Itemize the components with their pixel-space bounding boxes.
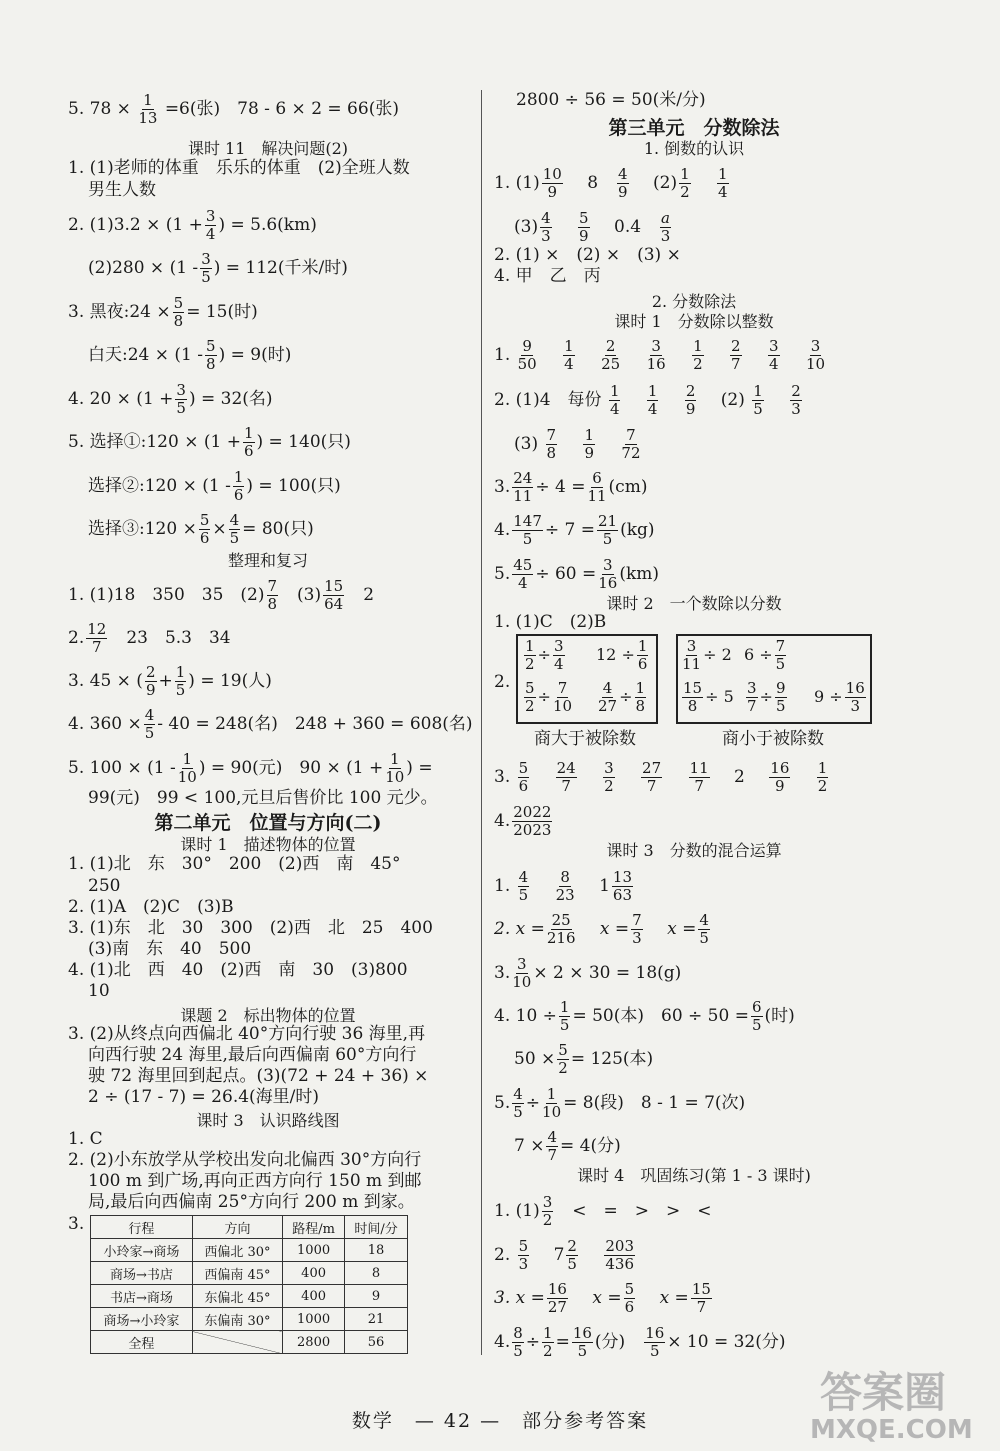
fraction: $\frac{9}{5}$	[775, 679, 786, 715]
table-cell: 商场→书店	[91, 1262, 193, 1285]
answer-line: 3. $\frac{5}{6}$ $\frac{24}{7}$ $\frac{3}{2}$ $\frac{27}{7}$ $\frac{11}{7}$ 2 $\frac{16}{9}$ $\frac{1}{2}$	[494, 759, 828, 795]
fraction: $\frac{1}{5}$	[559, 998, 570, 1034]
answer-line: (3) $\frac{7}{8}$ $\frac{1}{9}$ $\frac{7}{72}$	[514, 426, 641, 462]
fraction: $\frac{5}{2}$	[558, 1041, 568, 1077]
answer-line: 4. 360 × $\frac{4}{5}$ - 40 = 248(名) 248 + 360 = 608(名)	[68, 706, 473, 742]
fraction: $\frac{16}{3}$	[845, 679, 865, 715]
answer-line: 50 × $\frac{5}{2}$ = 125(本)	[514, 1041, 654, 1077]
fraction: $\frac{1}{5}$	[753, 382, 763, 418]
fraction: $\frac{24}{11}$	[513, 469, 533, 505]
answer-line: 1. (1)18 350 35 (2) $\frac{7}{8}$ (3) $\frac{15}{64}$ 2	[68, 577, 375, 613]
fraction: $\frac{3}{16}$	[646, 337, 666, 373]
fraction: $\frac{1}{4}$	[564, 337, 574, 373]
fraction: $\frac{7}{5}$	[775, 637, 786, 673]
table-cell	[192, 1331, 282, 1354]
fraction: $\frac{9}{50}$	[517, 337, 537, 373]
fraction: $\frac{11}{7}$	[689, 759, 709, 795]
quotient-greater-box: $\frac{1}{2}$ ÷ $\frac{3}{4}$ 12 ÷ $\frac{1}{6}$ $\frac{5}{2}$ ÷ $\frac{7}{10}$ $\frac{4}{27}$ ÷ $\frac{1}{8}$	[516, 634, 658, 724]
table-row	[91, 1285, 408, 1308]
answer-line: (2)280 × (1 - $\frac{3}{5}$ ) = 112(千米/时)	[88, 250, 348, 286]
fraction: $\frac{5}{2}$	[525, 679, 535, 715]
fraction: $\frac{2}{5}$	[567, 1237, 577, 1273]
fraction: $\frac{3}{10}$	[512, 955, 532, 991]
unit-heading: 第三单元 分数除法	[608, 117, 780, 139]
answer-line: 3. $\frac{24}{11}$ ÷ 4 = $\frac{6}{11}$ (cm)	[494, 469, 648, 505]
answer-line: 1. (1) $\frac{10}{9}$ 8 $\frac{4}{9}$ (2) $\frac{1}{2}$ $\frac{1}{4}$	[494, 165, 728, 201]
fraction: $\frac{1}{4}$	[647, 382, 658, 418]
table-cell: 21	[345, 1308, 408, 1331]
watermark-url: MXQE.COM	[810, 1415, 973, 1445]
table-header: 路程/m	[283, 1216, 345, 1239]
answer-line: 100 m 到广场,再向正西方向行 150 m 到邮	[88, 1171, 422, 1191]
fraction: $\frac{3}{5}$	[176, 381, 186, 417]
answer-line: 3. x = $\frac{16}{27}$ x = $\frac{5}{6}$ x = $\frac{15}{7}$	[494, 1280, 711, 1316]
fraction: $\frac{1}{13}$	[138, 91, 158, 127]
answer-line: 1. (1)C (2)B	[494, 612, 607, 632]
fraction: $\frac{16}{9}$	[770, 759, 790, 795]
fraction: $\frac{1}{2}$	[680, 165, 690, 201]
answer-line: 2. (1)A (2)C (3)B	[68, 897, 234, 917]
fraction: $\frac{21}{5}$	[598, 512, 618, 548]
fraction: $\frac{10}{9}$	[542, 165, 562, 201]
fraction: $\frac{3}{16}$	[598, 556, 618, 592]
answer-line: 2 ÷ (17 - 7) = 26.4(海里/时)	[88, 1087, 320, 1107]
answer-line: 10	[88, 981, 110, 1001]
fraction: $\frac{6}{11}$	[587, 469, 607, 505]
fraction: $\frac{3}{2}$	[542, 1193, 553, 1229]
table-cell: 东偏南 30°	[192, 1308, 282, 1331]
fraction: $\frac{15}{8}$	[683, 679, 703, 715]
fraction: $\frac{27}{7}$	[642, 759, 662, 795]
answer-line: 3. (1)东 北 30 300 (2)西 北 25 400	[68, 918, 433, 938]
answer-line: 7 × $\frac{4}{7}$ = 4(分)	[514, 1128, 621, 1164]
section-heading: 整理和复习	[227, 551, 308, 570]
answer-line: 男生人数	[88, 180, 156, 200]
fraction: $\frac{1}{6}$	[243, 424, 254, 460]
fraction: $\frac{3}{4}$	[205, 207, 216, 243]
fraction: $\frac{24}{7}$	[556, 759, 576, 795]
quotient-smaller-box: $\frac{3}{11}$ ÷ 2 6 ÷ $\frac{7}{5}$ $\frac{15}{8}$ ÷ 5 $\frac{3}{7}$ ÷ $\frac{9}{5}$ 9 ÷ $\frac{16}{3}$	[676, 634, 872, 724]
table-cell: 西偏南 45°	[192, 1262, 282, 1285]
section-heading: 2. 分数除法	[651, 292, 737, 311]
section-heading: 课时 3 分数的混合运算	[606, 841, 782, 860]
fraction: $\frac{2}{9}$	[685, 382, 696, 418]
fraction: $\frac{5}{9}$	[579, 209, 589, 245]
fraction: $\frac{8}{23}$	[555, 868, 575, 904]
table-header: 时间/分	[345, 1216, 408, 1239]
table-cell: 商场→小玲家	[91, 1308, 193, 1331]
fraction: $\frac{15}{7}$	[691, 1280, 711, 1316]
answer-line: 3. $\frac{3}{10}$ × 2 × 30 = 18(g)	[494, 955, 682, 991]
answer-line: 4. 10 ÷ $\frac{1}{5}$ = 50(本) 60 ÷ 50 = $\frac{6}{5}$ (时)	[494, 998, 795, 1034]
fraction: $\frac{3}{4}$	[553, 637, 564, 673]
page-footer: 数学 — 42 — 部分参考答案	[351, 1410, 649, 1432]
fraction: $\frac{16}{27}$	[547, 1280, 567, 1316]
fraction: $\frac{4}{5}$	[144, 706, 155, 742]
column-divider	[481, 90, 482, 1355]
fraction: $\frac{3}{4}$	[769, 337, 779, 373]
box-label: 商小于被除数	[722, 729, 824, 749]
section-heading: 课时 1 描述物体的位置	[180, 835, 356, 854]
fraction: $\frac{4}{5}$	[699, 911, 709, 947]
fraction: $\frac{15}{64}$	[324, 577, 344, 613]
answer-line: 5. $\frac{45}{4}$ ÷ 60 = $\frac{3}{16}$ (km)	[494, 556, 660, 592]
answer-line: 4. 20 × (1 + $\frac{3}{5}$ ) = 32(名)	[68, 381, 273, 417]
answer-line: 5. $\frac{4}{5}$ ÷ $\frac{1}{10}$ = 8(段) 8 - 1 = 7(次)	[494, 1085, 746, 1121]
table-cell: 全程	[91, 1331, 193, 1354]
table-header-row	[91, 1216, 408, 1239]
table-cell: 400	[283, 1285, 345, 1308]
answer-line: 3. 黑夜:24 × $\frac{5}{8}$ = 15(时)	[68, 294, 258, 330]
answer-line: 2. $\frac{12}{7}$ 23 5.3 34	[68, 620, 231, 656]
answer-line: 1. (1)老师的体重 乐乐的体重 (2)全班人数	[68, 158, 410, 178]
fraction: $\frac{7}{8}$	[546, 426, 557, 462]
fraction: $\frac{1}{10}$	[385, 750, 405, 786]
answer-line: (3)南 东 40 500	[88, 939, 252, 959]
table-row	[91, 1308, 408, 1331]
table-row	[91, 1262, 408, 1285]
answer-line: 1. (1) $\frac{3}{2}$ < = > > <	[494, 1193, 712, 1229]
fraction: $\frac{5}{6}$	[518, 759, 529, 795]
fraction: $\frac{a}{3}$	[660, 209, 671, 245]
fraction: $\frac{5}{6}$	[624, 1280, 635, 1316]
table-header: 行程	[91, 1216, 193, 1239]
answer-line: 2. (2)小东放学从学校出发向北偏西 30°方向行	[68, 1150, 422, 1170]
table-cell: 400	[283, 1262, 345, 1285]
table-cell: 18	[345, 1239, 408, 1262]
fraction: $\frac{1}{2}$	[693, 337, 703, 373]
fraction: $\frac{25}{216}$	[546, 911, 576, 947]
answer-line: 选择②:120 × (1 - $\frac{1}{6}$ ) = 100(只)	[88, 468, 341, 504]
watermark-text: 答案圈	[820, 1368, 947, 1417]
section-heading: 课时 3 认识路线图	[196, 1111, 340, 1130]
fraction: $\frac{12}{7}$	[87, 620, 107, 656]
section-heading: 课时 1 分数除以整数	[614, 312, 774, 331]
fraction: $\frac{1}{10}$	[177, 750, 197, 786]
fraction: $\frac{4}{27}$	[598, 679, 618, 715]
answer-line: 1. $\frac{9}{50}$ $\frac{1}{4}$ $\frac{2}{25}$ $\frac{3}{16}$ $\frac{1}{2}$ $\frac{2}{7}$ $\frac{3}{4}$ $\frac{3}{10}$	[494, 337, 826, 373]
answer-line: 5. 100 × (1 - $\frac{1}{10}$ ) = 90(元) 90 × (1 + $\frac{1}{10}$ ) =	[68, 750, 433, 786]
section-heading: 课时 4 巩固练习(第 1 - 3 课时)	[577, 1166, 811, 1185]
fraction: $\frac{2}{3}$	[791, 382, 801, 418]
answer-line: 1. $\frac{4}{5}$ $\frac{8}{23}$ 1 $\frac{13}{63}$	[494, 868, 633, 904]
fraction: $\frac{147}{5}$	[513, 512, 542, 548]
section-heading: 课题 2 标出物体的位置	[180, 1006, 356, 1025]
answer-line: 2. (1)3.2 × (1 + $\frac{3}{4}$ ) = 5.6(km)	[68, 207, 317, 243]
answer-line: 1. C	[68, 1129, 103, 1149]
fraction: $\frac{4}{5}$	[513, 1085, 523, 1121]
answer-line: 2.	[494, 672, 511, 692]
fraction: $\frac{7}{10}$	[552, 679, 573, 715]
fraction: $\frac{2}{9}$	[145, 663, 156, 699]
table-cell: 1000	[283, 1308, 345, 1331]
fraction: $\frac{5}{3}$	[518, 1237, 529, 1273]
fraction: $\frac{1}{2}$	[543, 1324, 553, 1360]
table-header: 方向	[192, 1216, 282, 1239]
answer-line: 选择③:120 × $\frac{5}{6}$ × $\frac{4}{5}$ = 80(只)	[88, 511, 314, 547]
answer-line: 5. 78 × $\frac{1}{13}$ =6(张) 78 - 6 × 2 = 66(张)	[68, 91, 399, 127]
fraction: $\frac{7}{72}$	[621, 426, 641, 462]
fraction: $\frac{4}{3}$	[541, 209, 551, 245]
fraction: $\frac{6}{5}$	[751, 998, 762, 1034]
fraction: $\frac{3}{10}$	[805, 337, 826, 373]
fraction: $\frac{1}{10}$	[542, 1085, 562, 1121]
answer-line: 局,最后向西偏南 25°方向行 200 m 到家。	[88, 1192, 415, 1212]
answer-line: 白天:24 × (1 - $\frac{5}{8}$ ) = 9(时)	[88, 337, 292, 373]
answer-line: 99(元) 99 < 100,元旦后售价比 100 元少。	[88, 788, 438, 808]
table-cell: 8	[345, 1262, 408, 1285]
answer-line: 250	[88, 876, 121, 896]
fraction: $\frac{1}{4}$	[718, 165, 728, 201]
answer-line: 向西行驶 24 海里,最后向西偏南 60°方向行	[88, 1045, 417, 1065]
table-cell: 9	[345, 1285, 408, 1308]
fraction: $\frac{1}{2}$	[525, 637, 535, 673]
fraction: $\frac{7}{3}$	[632, 911, 642, 947]
fraction: $\frac{203}{436}$	[605, 1237, 635, 1273]
fraction: $\frac{1}{9}$	[584, 426, 594, 462]
table-cell: 2800	[283, 1331, 345, 1354]
fraction: $\frac{4}{9}$	[618, 165, 628, 201]
fraction: $\frac{4}{5}$	[229, 511, 240, 547]
table-cell: 西偏北 30°	[192, 1239, 282, 1262]
answer-line: 2. (1) × (2) × (3) ×	[494, 245, 681, 265]
fraction: $\frac{3}{7}$	[747, 679, 757, 715]
table-cell: 56	[345, 1331, 408, 1354]
fraction: $\frac{5}{8}$	[173, 294, 184, 330]
answer-line: 4. $\frac{8}{5}$ ÷ $\frac{1}{2}$ = $\frac{16}{5}$ (分) $\frac{16}{5}$ × 10 = 32(分)	[494, 1324, 786, 1360]
fraction: $\frac{8}{5}$	[513, 1324, 523, 1360]
fraction: $\frac{3}{11}$	[682, 637, 702, 673]
table-cell: 书店→商场	[91, 1285, 193, 1308]
fraction: $\frac{2}{7}$	[731, 337, 741, 373]
watermark-logo	[800, 1360, 990, 1445]
fraction: $\frac{16}{5}$	[572, 1324, 592, 1360]
table-row	[91, 1331, 408, 1354]
section-heading: 课时 11 解决问题(2)	[187, 139, 349, 158]
answer-line: 2. $\frac{5}{3}$ 7 $\frac{2}{5}$ $\frac{203}{436}$	[494, 1237, 635, 1273]
section-heading: 1. 倒数的认识	[643, 139, 745, 158]
fraction: $\frac{45}{4}$	[513, 556, 533, 592]
fraction: $\frac{7}{8}$	[267, 577, 278, 613]
fraction: $\frac{3}{5}$	[201, 250, 211, 286]
answer-line: 4. $\frac{147}{5}$ ÷ 7 = $\frac{21}{5}$ (kg)	[494, 512, 655, 548]
fraction: $\frac{1}{8}$	[635, 679, 646, 715]
fraction: $\frac{5}{8}$	[206, 337, 216, 373]
fraction: $\frac{5}{6}$	[199, 511, 210, 547]
fraction: $\frac{4}{7}$	[547, 1128, 558, 1164]
answer-line: 2. (1)4 每份 $\frac{1}{4}$ $\frac{1}{4}$ $\frac{2}{9}$ (2) $\frac{1}{5}$ $\frac{2}{3}$	[494, 382, 801, 418]
answer-line: 4. (1)北 西 40 (2)西 南 30 (3)800	[68, 960, 408, 980]
fraction: $\frac{13}{63}$	[612, 868, 633, 904]
answer-line: (3) $\frac{4}{3}$ $\frac{5}{9}$ 0.4 $\frac{a}{3}$	[514, 209, 671, 245]
answer-line: 驶 72 海里回到起点。(3)(72 + 24 + 36) ×	[88, 1066, 429, 1086]
table-cell: 东偏北 45°	[192, 1285, 282, 1308]
fraction: $\frac{4}{5}$	[518, 868, 529, 904]
fraction: $\frac{2022}{2023}$	[513, 803, 552, 839]
fraction: $\frac{1}{6}$	[637, 637, 648, 673]
answer-line: 4. $\frac{2022}{2023}$	[494, 803, 552, 839]
fraction: $\frac{1}{4}$	[609, 382, 620, 418]
answer-line: 1. (1)北 东 30° 200 (2)西 南 45°	[68, 854, 401, 874]
fraction: $\frac{1}{6}$	[233, 468, 244, 504]
table-cell: 小玲家→商场	[91, 1239, 193, 1262]
answer-line: 5. 选择①:120 × (1 + $\frac{1}{6}$ ) = 140(只)	[68, 424, 351, 460]
table-cell: 1000	[283, 1239, 345, 1262]
section-heading: 课时 2 一个数除以分数	[606, 594, 782, 613]
table-row	[91, 1239, 408, 1262]
fraction: $\frac{1}{5}$	[175, 663, 186, 699]
answer-line: 3. 45 × ( $\frac{2}{9}$ + $\frac{1}{5}$ ) = 19(人)	[68, 663, 272, 699]
fraction: $\frac{1}{2}$	[817, 759, 828, 795]
answer-line: 3.	[68, 1214, 85, 1234]
answer-line: 4. 甲 乙 丙	[494, 266, 601, 286]
fraction: $\frac{16}{5}$	[645, 1324, 665, 1360]
unit-heading: 第二单元 位置与方向(二)	[154, 812, 382, 834]
answer-line: 3. (2)从终点向西偏北 40°方向行驶 36 海里,再	[68, 1024, 426, 1044]
box-label: 商大于被除数	[534, 729, 636, 749]
fraction: $\frac{3}{2}$	[604, 759, 614, 795]
route-table	[90, 1215, 408, 1354]
answer-line: 2. x = $\frac{25}{216}$ x = $\frac{7}{3}$ x = $\frac{4}{5}$	[494, 911, 709, 947]
fraction: $\frac{2}{25}$	[601, 337, 621, 373]
answer-line: 2800 ÷ 56 = 50(米/分)	[516, 90, 706, 110]
